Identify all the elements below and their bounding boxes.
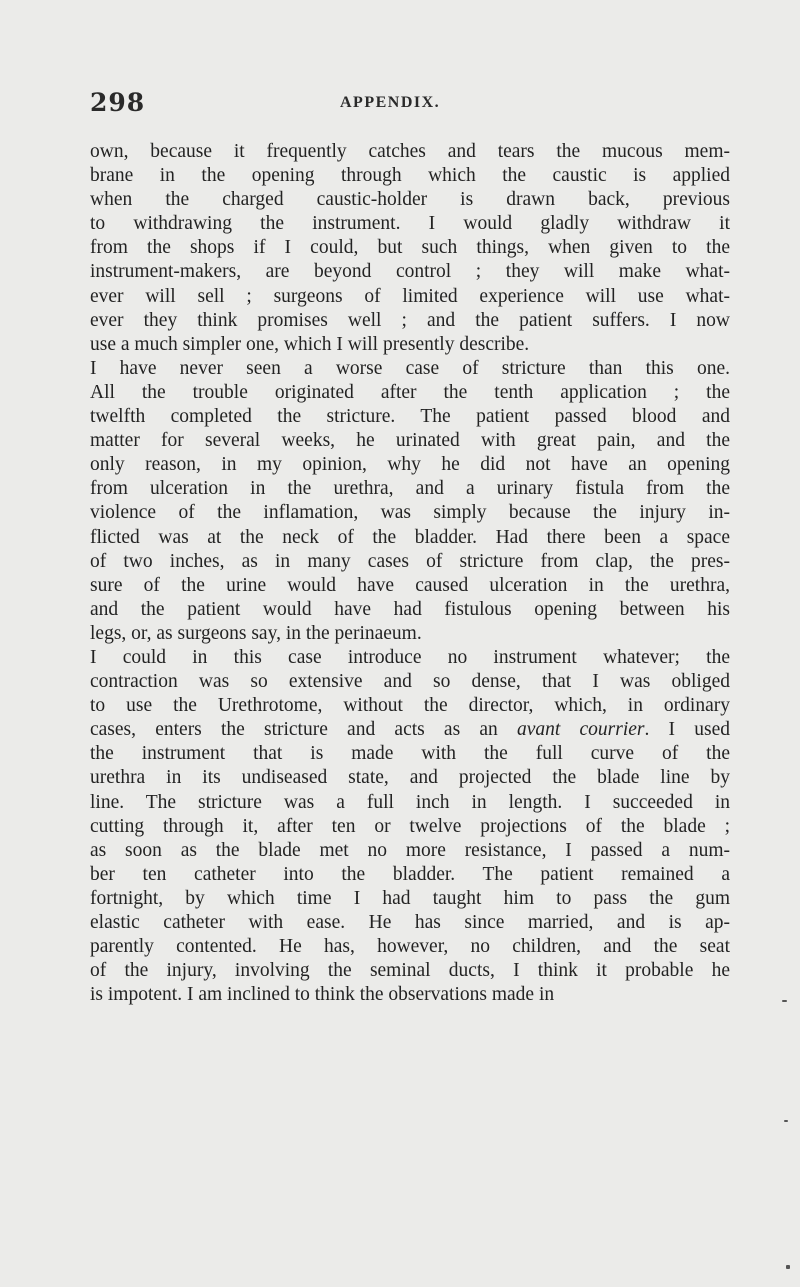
text-line: twelfth completed the stricture. The patient passed blood and — [90, 406, 730, 428]
text-line: sure of the urine would have caused ulceration in the urethra, — [90, 574, 730, 596]
text-line: the instrument that is made with the full curve of the — [90, 743, 730, 765]
text-line: line. The stricture was a full inch in length. I succeeded in — [90, 791, 730, 813]
margin-speck — [786, 1265, 790, 1269]
text-line: fortnight, by which time I had taught him to pass the gum — [90, 887, 730, 909]
text-line: to use the Urethrotome, without the director, which, in ordinary — [90, 695, 730, 717]
text-line: contraction was so extensive and so dense, that I was obliged — [90, 671, 730, 693]
running-head: APPENDIX. — [340, 94, 441, 111]
text-line: from ulceration in the urethra, and a urinary fistula from the — [90, 478, 730, 500]
text-line: legs, or, as surgeons say, in the perinaeum. — [90, 622, 422, 644]
text-line: All the trouble originated after the tenth application ; the — [90, 381, 730, 403]
text-line: of two inches, as in many cases of stricture from clap, the pres- — [90, 550, 730, 572]
page-number: 298 — [90, 88, 146, 117]
text-line: of the injury, involving the seminal ducts, I think it probable he — [90, 960, 730, 982]
italic-phrase: avant courrier — [516, 719, 645, 741]
text-line: parently contented. He has, however, no children, and the seat — [90, 936, 730, 958]
text-line: ever they think promises well ; and the patient suffers. I now — [90, 309, 730, 331]
page-header — [90, 88, 730, 128]
text-line: as soon as the blade met no more resistance, I passed a num- — [90, 839, 730, 861]
text-line: instrument-makers, are beyond control ; they will make what- — [90, 261, 730, 283]
text-line: matter for several weeks, he urinated with great pain, and the — [90, 430, 730, 452]
text-line: to withdrawing the instrument. I would gladly withdraw it — [90, 213, 730, 235]
text-line: cases, enters the stricture and acts as an avant courrier. I used — [90, 719, 730, 741]
body-text — [90, 140, 730, 1007]
text-line: ber ten catheter into the bladder. The patient remained a — [90, 863, 730, 885]
text-line: I have never seen a worse case of stricture than this one. — [90, 357, 730, 379]
text-line: when the charged caustic-holder is drawn back, previous — [90, 189, 730, 211]
text-line: only reason, in my opinion, why he did not have an opening — [90, 454, 730, 476]
text-line: is impotent. I am inclined to think the observations made in — [90, 984, 555, 1006]
text-line: elastic catheter with ease. He has since married, and is ap- — [90, 912, 730, 933]
margin-speck — [784, 1120, 788, 1122]
text-line: use a much simpler one, which I will presently describe. — [90, 333, 530, 355]
text-line: from the shops if I could, but such things, when given to the — [90, 237, 730, 259]
text-line: brane in the opening through which the caustic is applied — [90, 165, 730, 187]
text-line: and the patient would have had fistulous opening between his — [90, 598, 730, 620]
text-line: flicted was at the neck of the bladder. Had there been a space — [90, 526, 730, 548]
text-line: urethra in its undiseased state, and projected the blade line by — [90, 767, 730, 789]
text-line: own, because it frequently catches and tears the mucous mem- — [90, 141, 730, 162]
text-line: cutting through it, after ten or twelve projections of the blade ; — [90, 815, 730, 837]
text-line: ever will sell ; surgeons of limited experience will use what- — [90, 285, 730, 307]
text-line: I could in this case introduce no instrument whatever; the — [90, 646, 730, 668]
margin-speck — [782, 1000, 787, 1002]
text-line: violence of the inflamation, was simply because the injury in- — [90, 502, 730, 524]
